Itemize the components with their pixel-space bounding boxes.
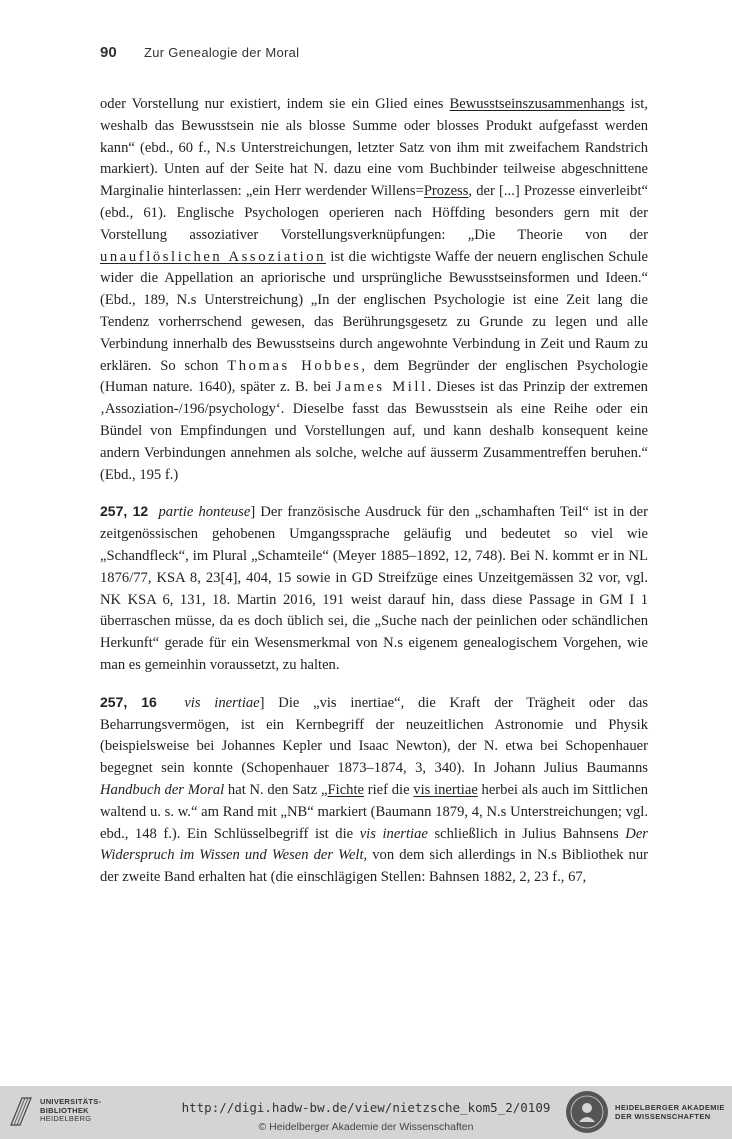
- underlined-term: vis inertiae: [413, 781, 478, 798]
- page-number: 90: [100, 44, 117, 61]
- underlined-spaced-term: unauflöslichen Assoziation: [100, 248, 327, 265]
- italic-term: vis inertiae: [359, 825, 428, 842]
- text-run: hat N. den Satz „: [224, 781, 328, 798]
- library-name-line: BIBLIOTHEK: [40, 1105, 89, 1115]
- text-run: ist, weshalb das Bewusstsein nie als blosse Summe oder blosses Produkt aufgefasst werden kann“ (ebd., 60 f., N.s Unterstreichungen, letzter Satz von ihm mit zweifachem Randstrich markiert). Unten auf der Seite hat N. dazu eine vom Buchbinder teilweise abgeschnittene Marginalie hinterlassen: „ein Herr werdender Willens=: [100, 96, 648, 200]
- underlined-term: Bewusstseinszusammenhangs: [449, 96, 625, 112]
- lemma-reference: 257, 12: [100, 503, 149, 520]
- body-text: [100, 94, 648, 904]
- lemma: vis inertiae: [184, 694, 260, 711]
- copyright-notice: © Heidelberger Akademie der Wissenschaften: [258, 1121, 474, 1133]
- lemma-reference: 257, 16: [100, 693, 157, 710]
- underlined-term: Fichte: [327, 781, 365, 798]
- text-run: , der [...] Prozesse einverleibt“ (ebd., 61). Englische Psychologen operieren nach Höffding besonders gern mit der Vorstellung assoziativer Vorstellungsverknüpfungen: „Die Theorie von der: [100, 183, 649, 243]
- paragraph-continuation: [100, 94, 648, 486]
- academy-seal-icon: [566, 1091, 608, 1133]
- lemma: partie honteuse: [158, 504, 251, 521]
- library-name-line: UNIVERSITÄTS-: [40, 1097, 102, 1106]
- book-title: Handbuch der Moral: [100, 781, 225, 798]
- text-run: , dem Begründer der englischen Psychologie (Human nature. 1640), später z. B. bei: [100, 357, 648, 396]
- text-run: ] Die „vis inertiae“, die Kraft der Trägheit oder das Beharrungsvermögen, ist ein Kernbegriff der neuzeitlichen Astronomie und Physik (beispielsweise bei Johannes Kepler und Isaac Newton), der N. etwa bei Schopenhauer begegnet sein konnte (Schopenhauer 1873–1874, 3, 340). In Johann Julius Baumanns: [100, 694, 648, 777]
- underlined-term: Prozess: [423, 183, 469, 200]
- book-title: Der Widerspruch im Wissen und Wesen der Welt: [100, 825, 648, 864]
- page-header: [100, 44, 660, 64]
- text-run: oder Vorstellung nur existiert, indem sie ein Glied eines: [100, 96, 450, 112]
- commentary-entry: [100, 692, 648, 889]
- text-run: . Dieses ist das Prinzip der extremen ‚Assoziation-/196/psychology‘. Dieselbe fasst das Bewusstsein als eine Reihe oder ein Bündel von Empfindungen und Vorstellungen auf, und kann deshalb konsequent keine andern Verbindungen annehmen als solche, welche auf äusserm Zusammentreffen beruhen.“ (Ebd., 195 f.): [100, 379, 648, 483]
- academy-name: [615, 1103, 725, 1121]
- text-run: ] Der französische Ausdruck für den „schamhaften Teil“ ist in der zeitgenössischen gehobenen Umgangssprache geläufig und bedeutet so viel wie „Schandfleck“, im Plural „Schamteile“ (Meyer 1885–1892, 12, 748). Bei N. kommt er in NL 1876/77, KSA 8, 23[4], 404, 15 sowie in GD Streifzüge eines Unzeitgemässen 32 vor, vgl. NK KSA 6, 131, 18. Martin 2016, 191 weist darauf hin, dass diese Passage in GM I 1 überraschen müsse, da es doch üblich sei, die „Suche nach der peinlichen oder schändlichen Herkunft“ gerade für ein Wesensmerkmal von N.s eigenem genealogischem Vorgehen, wie man es gemeinhin voraussetzt, zu halten.: [100, 504, 649, 673]
- text-run: ist die wichtigste Waffe der neuern englischen Schule wider die Appellation an apriorische und ursprüngliche Bewusstseinsformen und Ideen.“ (Ebd., 189, N.s Unterstreichung) „In der englischen Psychologie ist eine Zeit lang die Tendenz vorherrschend gewesen, das Berührungsgesetz zu Grunde zu legen und alle Verbindung innerhalb des Bewusstseins durch angewohnte Verbindung in Zeit und Raum zu erklären. So schon: [100, 248, 648, 374]
- footer-bar: [0, 1086, 732, 1139]
- text-run: schließlich in Julius Bahnsens: [427, 825, 626, 842]
- academy-name-line: DER WISSENSCHAFTEN: [615, 1112, 711, 1121]
- running-title: Zur Genealogie der Moral: [144, 45, 300, 60]
- academy-name-line: HEIDELBERGER AKADEMIE: [615, 1103, 725, 1112]
- spaced-name: Thomas Hobbes: [227, 357, 362, 374]
- spaced-name: James Mill: [336, 379, 428, 396]
- text-run: , von dem sich allerdings in N.s Bibliothek nur der zweite Band erhalten hat (die einschlägigen Stellen: Bahnsen 1882, 2, 23 f., 67,: [100, 847, 648, 886]
- text-run: rief die: [364, 781, 414, 798]
- source-url-link[interactable]: http://digi.hadw-bw.de/view/nietzsche_kom5_2/0109: [181, 1100, 551, 1115]
- commentary-entry: [100, 501, 648, 676]
- library-name-line: HEIDELBERG: [40, 1114, 92, 1124]
- text-run: herbei als auch im Sittlichen waltend u. s. w.“ am Rand mit „NB“ markiert (Baumann 1879, 4, N.s Unterstreichungen; vgl. ebd., 148 f.). Ein Schlüsselbegriff ist die: [100, 781, 648, 842]
